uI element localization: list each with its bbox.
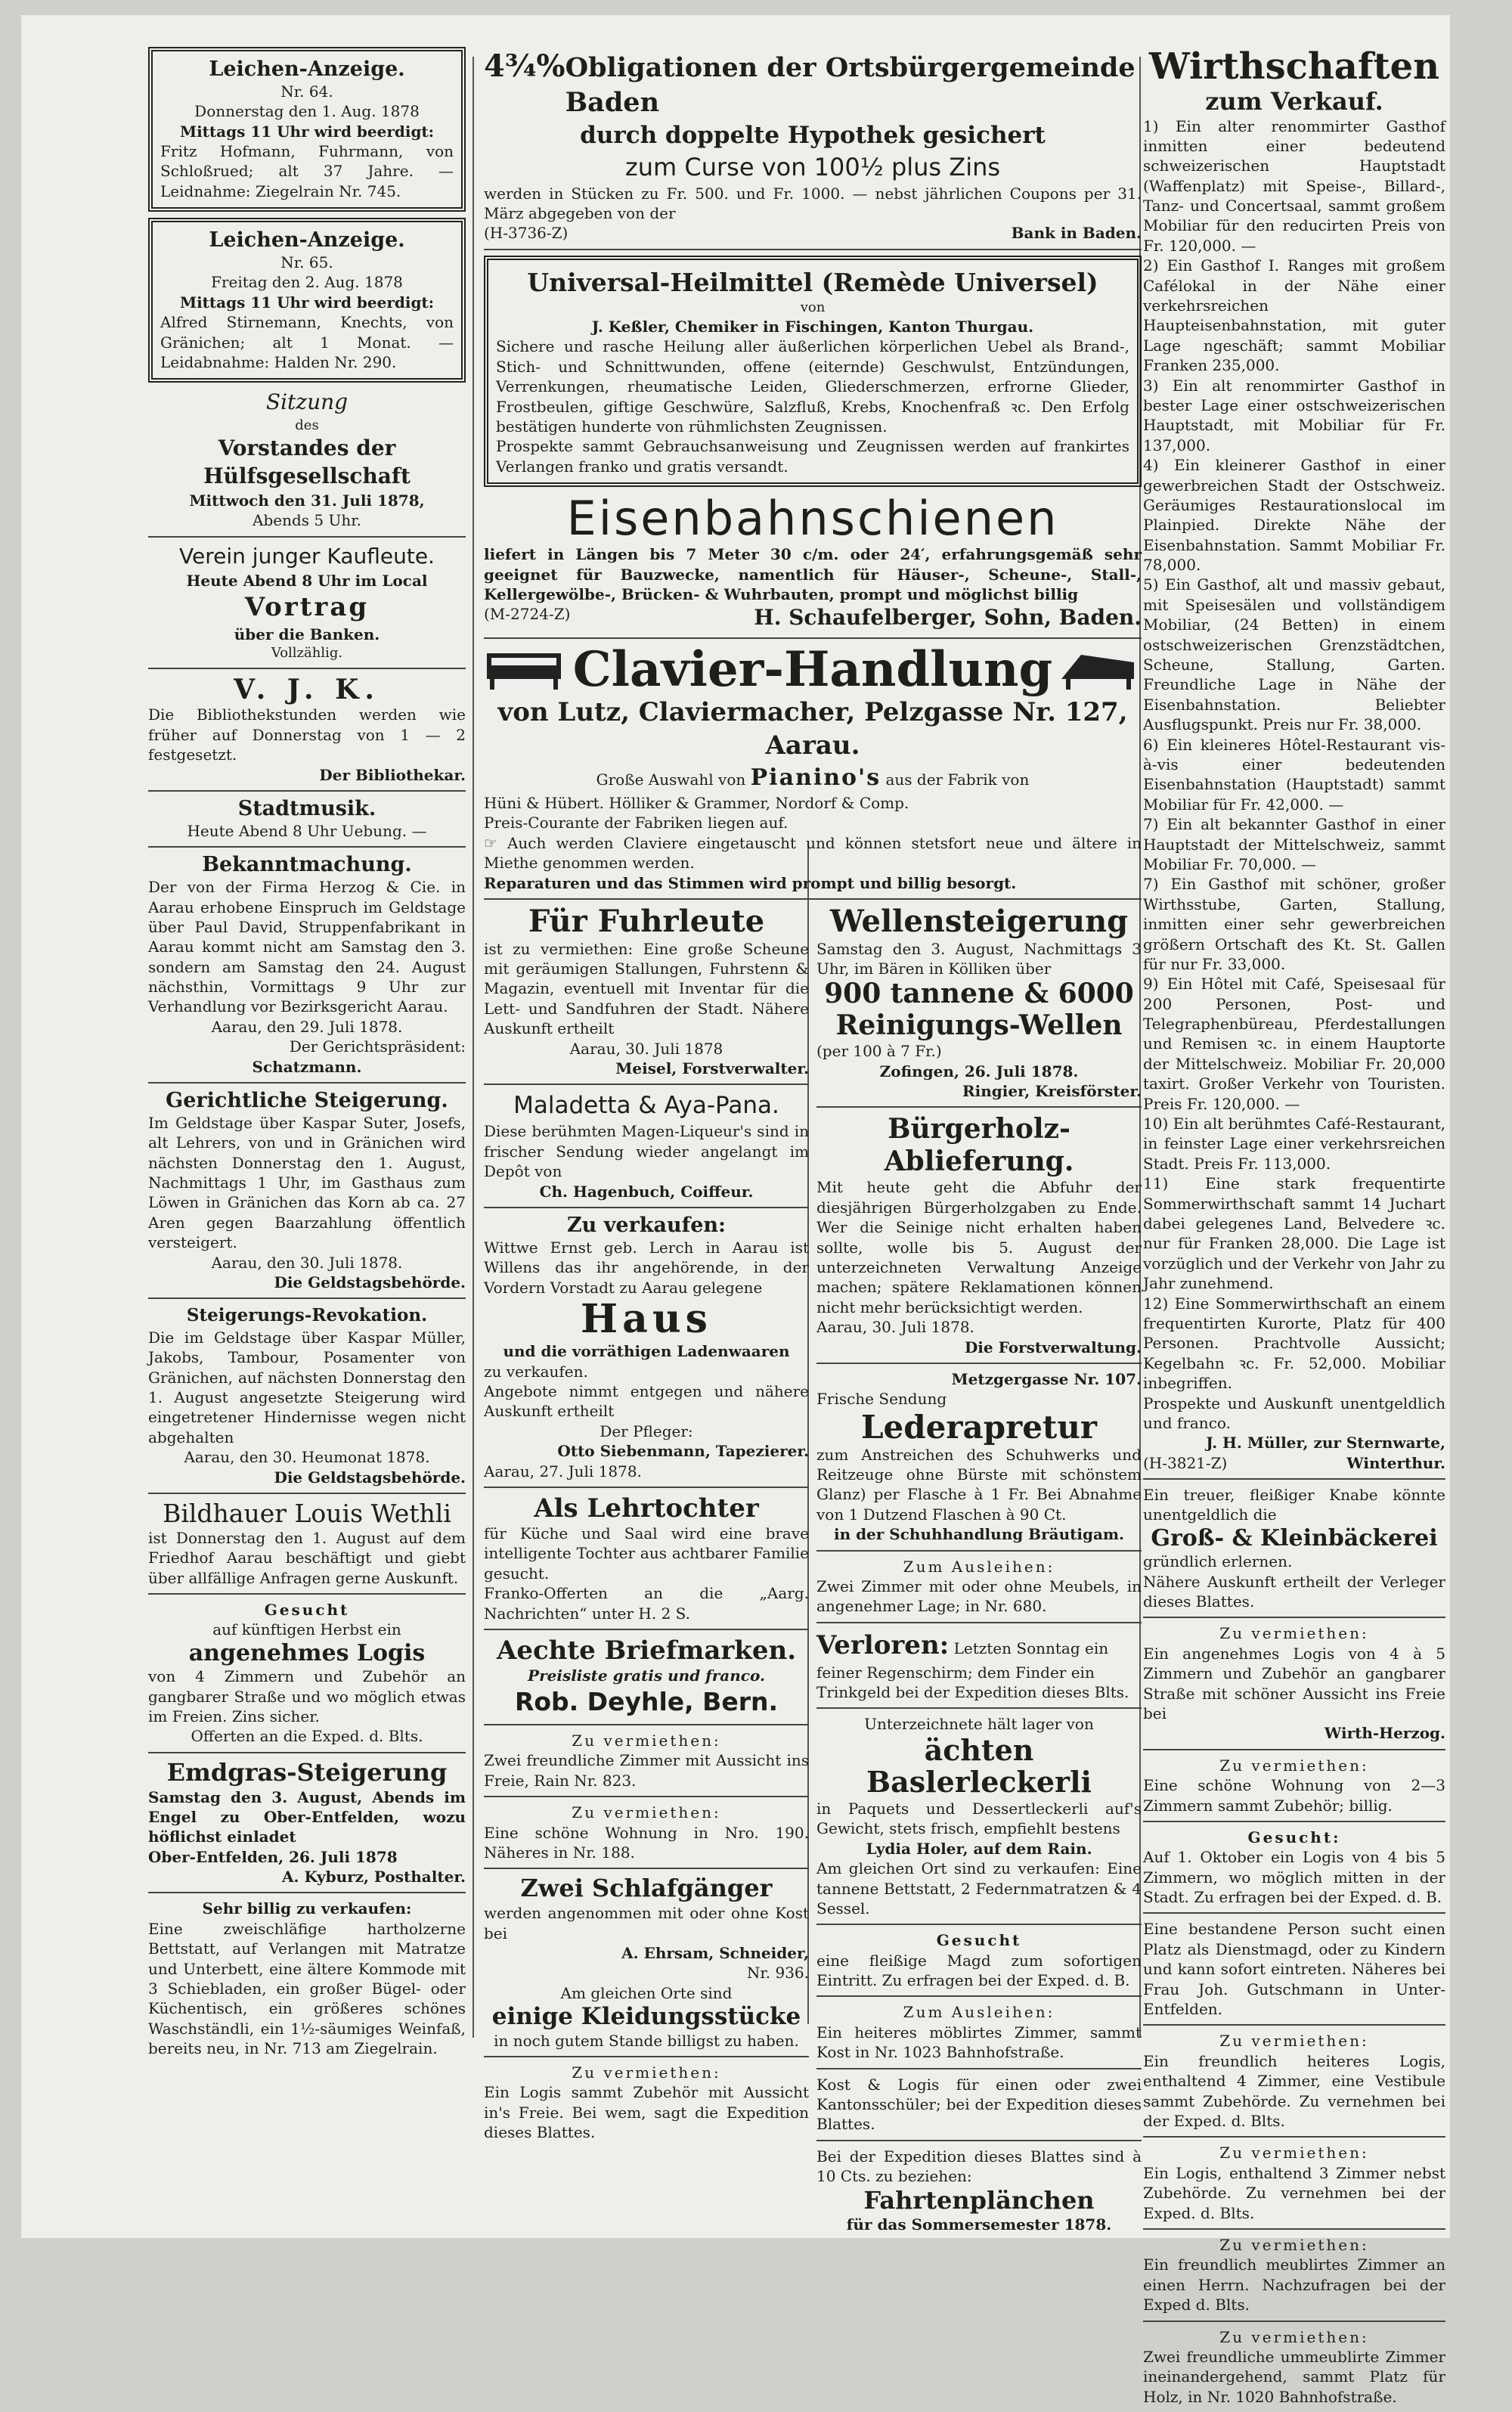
remedy-ad <box>484 256 1142 487</box>
bakery-text: gründlich erlernen. <box>1143 1552 1293 1571</box>
inn-sale-title: Wirthschaften <box>1148 45 1440 88</box>
maid-seeking-text: Eine bestandene Person sucht einen Platz als Dienstmagd, oder zu Kindern und kann sofort eintreten. Näheres bei Frau Joh. Gutschmann in Unter-Entfelden. <box>1143 1920 1445 2019</box>
obituary-title: Leichen-Anzeige. <box>209 57 405 81</box>
rent-text: Zwei freundliche Zimmer mit Aussicht ins Freie, Rain Nr. 823. <box>484 1751 809 1790</box>
rent-signature: Wirth-Herzog. <box>1324 1724 1445 1743</box>
obituary-time: Mittags 11 Uhr wird beerdigt: <box>179 122 435 141</box>
announcement-title: Bekanntmachung. <box>202 853 412 877</box>
club-text: Vollzählig. <box>271 645 343 662</box>
apprentice-text: Franko-Offerten an die „Aarg. Nachrichten“ unter H. 2 S. <box>484 1584 809 1623</box>
house-sale-heading: Haus <box>581 1295 712 1342</box>
rent-text: Ein Logis sammt Zubehör mit Aussicht in's Freie. Bei wem, sagt die Expedition dieses Blattes. <box>484 2083 809 2142</box>
divider <box>1143 2321 1445 2322</box>
remedy-maker: J. Keßler, Chemiker in Fischingen, Kanton Thurgau. <box>591 317 1034 336</box>
rail-title: Eisenbahnschienen <box>566 491 1059 547</box>
house-sale-title: Zu verkaufen: <box>566 1213 727 1237</box>
obituary-notice <box>148 218 466 383</box>
maid-wanted-text: eine fleißige Magd zum sofortigen Eintritt. Zu erfragen bei der Exped. d. B. <box>816 1951 1142 1990</box>
biscuit-text: in Paquets und Dessertleckerli auf's Gewicht, stets frisch, empfiehlt bestens <box>816 1799 1142 1838</box>
rent-title: Zu vermiethen: <box>1219 1756 1369 1775</box>
maid-wanted-notice <box>816 1930 1142 1990</box>
sculptor-text: ist Donnerstag den 1. August auf dem Friedhof Aarau beschäftigt und giebt über allfällige Anfragen gerne Auskunft. <box>148 1528 466 1587</box>
obituary-text: Fritz Hofmann, Fuhrmann, von Schloßrued; alt 37 Jahre. — Leidnahme: Ziegelrain Nr. 745. <box>160 142 454 200</box>
inn-sale-item: 11) Eine stark frequentirte Sommerwirthschaft sammt 14 Juchart dabei gelegenes Land, Belvedere ꝛc. nur für Franken 28,000. Die Lage ist vorzüglich und der Verkehr von Jahr zu Jahr zunehmend. <box>1143 1174 1445 1293</box>
rent-notice <box>1143 2327 1445 2407</box>
stamps-ad <box>484 1635 809 1719</box>
court-announcement <box>148 853 466 1077</box>
divider <box>148 790 466 792</box>
sale-title: Sehr billig zu verkaufen: <box>202 1899 412 1918</box>
biscuit-signature: Lydia Holer, auf dem Rain. <box>866 1839 1092 1858</box>
rent-notice <box>1143 1756 1445 1815</box>
liqueur-title: Maladetta & Aya-Pana. <box>513 1092 779 1120</box>
firewood-text: Mit heute geht die Abfuhr der diesjährigen Bürgerholzgaben zu Ende. Wer die Seinige nicht erhalten haben sollte, wolle bis 5. August der unterzeichneten Verwaltung Anzeige machen; spätere Reklamationen können nicht mehr berücksichtigt werden. <box>816 1178 1142 1316</box>
club-lecture: Vortrag <box>244 592 370 623</box>
bakery-text: Ein treuer, fleißiger Knabe könnte unentgeldlich die <box>1143 1486 1445 1524</box>
rent-title: Zu vermiethen: <box>1219 1624 1369 1643</box>
wanted-heading: angenehmes Logis <box>188 1639 426 1666</box>
obituary-notice <box>148 47 466 212</box>
divider <box>816 1924 1142 1925</box>
bond-title: Obligationen der Ortsbürgergemeinde Baden <box>565 52 1136 119</box>
remedy-title: Universal-Heilmittel (Remède Universel) <box>527 267 1098 297</box>
firewood-title: Bürgerholz-Ablieferung. <box>884 1113 1074 1177</box>
bundle-auction-text: (per 100 à 7 Fr.) <box>816 1042 942 1061</box>
divider <box>148 1892 466 1893</box>
lodger-heading: einige Kleidungsstücke <box>491 2003 801 2031</box>
timetable-ad <box>816 2147 1142 2235</box>
club-text: über die Banken. <box>234 625 380 644</box>
house-sale-text: Wittwe Ernst geb. Lerch in Aarau ist Willens das ihr angehörende, in der Vordern Vorstadt zu Aarau gelegene <box>484 1238 809 1297</box>
leather-text: Frische Sendung <box>816 1390 947 1409</box>
lodger-text: in noch gutem Stande billigst zu haben. <box>494 2031 799 2050</box>
rent-notice <box>484 2063 809 2143</box>
leather-ad <box>816 1369 1142 1545</box>
library-signature: Der Bibliothekar. <box>319 765 466 784</box>
divider <box>816 1106 1142 1108</box>
house-sale-signature: Der Pfleger: <box>600 1421 693 1440</box>
auction-notice <box>148 1089 466 1292</box>
revocation-text: Die im Geldstage über Kaspar Müller, Jakobs, Tambour, Posamenter von Gränichen, auf nächsten Donnerstag den 1. August angesetzte Steigerung wird eingetretener Hindernisse wegen nicht abgehalten <box>148 1328 466 1446</box>
divider <box>148 1752 466 1753</box>
meeting-time: Abends 5 Uhr. <box>253 511 361 530</box>
rent-text: Ein Logis, enthaltend 3 Zimmer nebst Zubehörde. Zu vernehmen bei der Exped. d. Blts. <box>1143 2163 1445 2222</box>
club-title: Verein junger Kaufleute. <box>179 543 435 569</box>
auction-signature: Die Geldstagsbehörde. <box>274 1273 466 1292</box>
lost-notice <box>816 1629 1142 1703</box>
obituary-date: Freitag den 2. Aug. 1878 <box>211 273 403 292</box>
inn-sale-item: 5) Ein Gasthof, alt und massiv gebaut, mit Speisesälen und vollständigem Mobiliar, (24 Betten) in einem ostschweizerischen Grenzstädtchen, Scheune, Stallung, Garten. Freundliche Lage in Nähe der Eisenbahnstation. Beliebter Ausflugspunkt. Preis nur Fr. 38,000. <box>1143 575 1445 734</box>
sale-notice <box>148 1899 466 2058</box>
biscuit-text: Am gleichen Ort sind zu verkaufen: Eine tannene Bettstatt, 2 Federnmatratzen & 4 Sessel. <box>816 1859 1142 1918</box>
maid-wanted-title: Gesucht <box>936 1931 1022 1950</box>
barn-title: Für Fuhrleute <box>528 903 765 939</box>
announcement-signature: Der Gerichtspräsident: <box>289 1037 466 1056</box>
remedy-text: Prospekte sammt Gebrauchsanweisung und Zeugnissen werden auf frankirtes Verlangen franko und gratis versandt. <box>496 437 1129 476</box>
rent-notice <box>484 1731 809 1790</box>
divider <box>1143 2136 1445 2138</box>
rent-text: Eine schöne Wohnung von 2—3 Zimmern sammt Zubehör; billig. <box>1143 1776 1445 1815</box>
piano-icon <box>1058 649 1142 691</box>
bundle-auction-text: Samstag den 3. August, Nachmittags 3 Uhr, im Bären in Kölliken über <box>816 939 1142 978</box>
divider <box>1143 2228 1445 2230</box>
lodger-title: Zwei Schlafgänger <box>520 1874 773 1903</box>
music-text: Heute Abend 8 Uhr Uebung. — <box>187 821 427 840</box>
inn-sale-item: 1) Ein alter renommirter Gasthof inmitten einer bedeutend schweizerischen Hauptstadt (Waffenplatz) mit Speise-, Billard-, Tanz- und Concertsaal, sammt großem Mobiliar für den reducirten Preis von Fr. 120,000. — <box>1143 116 1445 255</box>
wanted-title: Gesucht: <box>1247 1828 1341 1846</box>
divider <box>148 536 466 538</box>
divider <box>1143 2024 1445 2026</box>
bakery-title: Groß- & Kleinbäckerei <box>1151 1524 1438 1552</box>
timetable-text: für das Sommersemester 1878. <box>846 2215 1112 2234</box>
divider <box>484 1207 809 1208</box>
bakery-text: Nähere Auskunft ertheilt der Verleger dieses Blattes. <box>1143 1572 1445 1611</box>
divider <box>148 1493 466 1494</box>
rent-text: Eine schöne Wohnung in Nro. 190. Näheres in Nr. 188. <box>484 1823 809 1862</box>
bakery-apprentice-ad <box>1143 1485 1445 1611</box>
lease-title: Zum Ausleihen: <box>903 1557 1055 1576</box>
piano-brands: Hüni & Hübert. Hölliker & Grammer, Nordorf & Comp. <box>484 793 909 812</box>
divider <box>816 2068 1142 2069</box>
column-middle <box>484 47 1142 2240</box>
stamps-title: Aechte Briefmarken. <box>496 1635 797 1666</box>
inn-sale-item: 12) Eine Sommerwirthschaft an einem frequentirten Kurorte, Platz für 400 Personen. Prachtvolle Aussicht; Kegelbahn ꝛc. Fr. 52,000. Mobiliar inbegriffen. <box>1143 1294 1445 1393</box>
lodger-ad <box>484 1874 809 2051</box>
house-sale-ad <box>484 1214 809 1481</box>
rent-notice <box>484 1803 809 1862</box>
firewood-place: Aarau, 30. Juli 1878. <box>816 1318 974 1337</box>
piano-text: aus der Fabrik von <box>885 770 1030 789</box>
inn-sale-item: 6) Ein kleineres Hôtel-Restaurant vis-à-vis einer bedeutenden Eisenbahnstation (Hauptstadt) sammt Mobiliar für Fr. 42,000. — <box>1143 735 1445 814</box>
house-sale-signature: Otto Siebenmann, Tapezierer. <box>557 1442 809 1461</box>
divider <box>1143 1912 1445 1914</box>
column-rule <box>472 57 474 2038</box>
rail-ad <box>484 493 1142 632</box>
obituary-text: Alfred Stirnemann, Knechts, von Gränichen; alt 1 Monat. — Leidabnahme: Halden Nr. 290. <box>160 313 454 372</box>
column-right <box>1143 47 1445 2412</box>
rent-notice <box>1143 1623 1445 1743</box>
piano-text: Preis-Courante der Fabriken liegen auf. <box>484 814 789 832</box>
divider <box>148 1297 466 1299</box>
biscuit-title: ächten Baslerleckerli <box>866 1732 1092 1800</box>
board-text: Kost & Logis für einen oder zwei Kantonsschüler; bei der Expedition dieses Blattes. <box>816 2075 1142 2134</box>
announcement-signature: Schatzmann. <box>252 1057 362 1076</box>
hay-auction-text: Samstag den 3. August, Abends im Engel zu Ober-Entfelden, wozu höflichst einladet <box>148 1787 466 1846</box>
meeting-notice <box>148 389 466 530</box>
biscuit-ad <box>816 1714 1142 1918</box>
divider <box>148 668 466 669</box>
obituary-time: Mittags 11 Uhr wird beerdigt: <box>179 293 435 312</box>
meeting-text: Vorstandes der Hülfsgesellschaft <box>203 436 411 489</box>
meeting-date: Mittwoch den 31. Juli 1878, <box>189 491 425 510</box>
divider <box>1143 1478 1445 1480</box>
divider <box>816 1622 1142 1623</box>
piano-title: Clavier-Handlung <box>572 641 1053 699</box>
inn-sale-item: 7) Ein alt bekannter Gasthof in einer Hauptstadt der Mittelschweiz, sammt Mobiliar Fr. 70,000. — <box>1143 815 1445 873</box>
piano-text: ☞ Auch werden Claviere eingetauscht und können stetsfort neue und ältere in Miethe genommen werden. <box>484 833 1142 873</box>
club-text: Heute Abend 8 Uhr im Local <box>186 571 428 590</box>
stamps-text: Preisliste gratis und franco. <box>528 1666 765 1685</box>
inn-sale-text: Prospekte und Auskunft unentgeldlich und franco. <box>1143 1394 1445 1432</box>
sale-text: Eine zweischläfige hartholzerne Bettstatt, auf Verlangen mit Matratze und Unterbett, eine ältere Kommode mit 3 Schiebladen, ein großer Bügel- oder Küchentisch, ein größeres schönes Waschständli, ein 1½-säumiges Weinfaß, bereits neu, in Nr. 713 am Ziegelrain. <box>148 1919 466 2058</box>
rent-title: Zu vermiethen: <box>1219 2235 1369 2254</box>
barn-ad <box>484 905 809 1079</box>
divider <box>148 846 466 848</box>
rent-title: Zu vermiethen: <box>572 1803 721 1822</box>
hay-auction-notice <box>148 1759 466 1887</box>
inn-sale-item: 4) Ein kleinerer Gasthof in einer gewerbreichen Stadt der Ostschweiz. Geräumiges Restaurationslocal im Plainpied. Direkte Nähe der Eisenbahnstation. Sammt Mobiliar Fr. 78,000. <box>1143 456 1445 575</box>
lease-text: Zwei Zimmer mit oder ohne Meubels, in angenehmer Lage; in Nr. 680. <box>816 1577 1142 1616</box>
music-title: Stadtmusik. <box>237 797 376 821</box>
divider <box>484 2056 809 2057</box>
piano-ad <box>484 641 1142 892</box>
piano-icon <box>484 649 567 691</box>
bundle-auction-heading: 900 tannene & 6000 <box>824 978 1134 1010</box>
lodger-signature: Nr. 936. <box>746 1964 809 1983</box>
auction-place: Aarau, den 30. Juli 1878. <box>211 1253 403 1272</box>
bond-text: werden in Stücken zu Fr. 500. und Fr. 1000. — nebst jährlichen Coupons per 31. März abgegeben von der <box>484 184 1142 222</box>
wanted-text: Auf 1. Oktober ein Logis von 4 bis 5 Zimmern, wo möglich mitten in der Stadt. Zu erfragen bei der Exped. d. B. <box>1143 1848 1445 1907</box>
timetable-title: Fahrtenplänchen <box>863 2185 1095 2215</box>
library-notice <box>148 674 466 785</box>
bond-rate: 4¾% <box>484 48 565 84</box>
wanted-text: auf künftigen Herbst ein <box>212 1620 401 1639</box>
leather-title: Lederapretur <box>861 1408 1097 1446</box>
bond-price: zum Curse von 100½ plus Zins <box>624 153 1001 182</box>
inn-sale-signature: J. H. Müller, zur Sternwarte, <box>1206 1434 1445 1452</box>
announcement-place: Aarau, den 29. Juli 1878. <box>211 1017 403 1036</box>
rent-text: Ein freundlich heiteres Logis, enthaltend 4 Zimmer, eine Vestibule sammt Zubehörde. Zu vernehmen bei der Exped. d. Blts. <box>1143 2051 1445 2130</box>
stamps-seller: Rob. Deyhle, Bern. <box>514 1687 779 1717</box>
divider <box>816 1363 1142 1364</box>
hay-auction-place: Ober-Entfelden, 26. Juli 1878 <box>148 1847 398 1866</box>
bond-reference: (H-3736-Z) <box>484 224 569 243</box>
leather-address: Metzgergasse Nr. 107. <box>951 1369 1142 1388</box>
firewood-signature: Die Forstverwaltung. <box>964 1338 1142 1356</box>
bond-signature: Bank in Baden. <box>1011 224 1142 243</box>
lease-title: Zum Ausleihen: <box>903 2003 1055 2022</box>
firewood-notice <box>816 1113 1142 1356</box>
inn-sale-subtitle: zum Verkauf. <box>1205 86 1383 116</box>
rent-title: Zu vermiethen: <box>1219 2032 1369 2051</box>
divider <box>484 1629 809 1630</box>
rent-notice <box>1143 2235 1445 2315</box>
obituary-number: Nr. 64. <box>280 82 333 101</box>
piano-repairs: Reparaturen und das Stimmen wird prompt und billig besorgt. <box>484 873 1017 892</box>
lost-text: Letzten Sonntag ein feiner Regenschirm; dem Finder ein Trinkgeld bei der Expedition dieses Blts. <box>816 1638 1129 1702</box>
bond-notice <box>484 47 1142 243</box>
divider <box>484 1868 809 1869</box>
rent-text: Zwei freundliche ummeublirte Zimmer ineinandergehend, sammt Platz für Holz, in Nr. 1020 Bahnhofstraße. <box>1143 2347 1445 2406</box>
house-sale-text: Angebote nimmt entgegen und nähere Auskunft ertheilt <box>484 1381 809 1421</box>
column-middle-left <box>484 905 809 2240</box>
rent-text: Ein freundlich meublirtes Zimmer an einen Herrn. Nachzufragen bei der Exped d. Blts. <box>1143 2255 1445 2314</box>
rail-reference: (M-2724-Z) <box>484 605 571 624</box>
divider <box>148 1082 466 1084</box>
inn-sale-item: 3) Ein alt renommirter Gasthof in bester Lage einer ostschweizerischen Hauptstadt, mit Mobiliar für Fr. 137,000. <box>1143 376 1445 454</box>
rail-text: liefert in Längen bis 7 Meter 30 c/m. oder 24′, erfahrungsgemäß sehr geeignet für Bauzwecke, namentlich für Häuser-, Scheune-, Stall-, Kellergewölbe-, Brücken- & Wuhrbauten, prompt und möglichst billig <box>484 545 1142 604</box>
lost-title: Verloren: <box>816 1629 950 1660</box>
inn-sale-item: 10) Ein alt berühmtes Café-Restaurant, in feinster Lage einer verkehrsreichen Stadt. Preis Fr. 113,000. <box>1143 1115 1445 1173</box>
bundle-auction-ad <box>816 905 1142 1102</box>
remedy-text: von <box>800 299 826 316</box>
rent-text: Ein angenehmes Logis von 4 à 5 Zimmern und Zubehör an gangbarer Straße mit schöner Aussicht ins Freie bei <box>1143 1644 1445 1722</box>
bundle-auction-signature: Ringier, Kreisförster. <box>962 1082 1142 1101</box>
announcement-text: Der von der Firma Herzog & Cie. in Aarau erhobene Einspruch im Geldstage über Paul David, Struppenfabrikant in Aarau kommt nicht am Samstag den 3. sondern am Samstag den 24. August nächsthin, Vormittags 9 Uhr zur Verhandlung vor Bezirksgericht Aarau. <box>148 878 466 1016</box>
wanted-text: von 4 Zimmern und Zubehör an gangbarer Straße und wo möglich etwas im Freien. Zins sicher. <box>148 1667 466 1725</box>
inn-sale-reference: (H-3821-Z) <box>1143 1453 1228 1472</box>
inn-sale-item: 2) Ein Gasthof I. Ranges mit großem Cafélokal in der Nähe einer verkehrsreichen Haupteisenbahnstation, mit guter Lage ngeschäft; sammt Mobiliar Franken 235,000. <box>1143 256 1445 375</box>
lease-notice <box>816 1557 1142 1617</box>
bundle-auction-title: Wellensteigerung <box>829 903 1129 939</box>
liqueur-ad <box>484 1090 809 1201</box>
bundle-auction-place: Zofingen, 26. Juli 1878. <box>879 1062 1079 1080</box>
lodger-text: Am gleichen Orte sind <box>560 1983 733 2002</box>
divider <box>484 1724 809 1725</box>
divider <box>484 1084 809 1085</box>
column-middle-right <box>816 905 1142 2240</box>
liqueur-text: Diese berühmten Magen-Liqueur's sind in frischer Sendung wieder angelangt im Depôt von <box>484 1122 809 1181</box>
club-notice <box>148 543 466 662</box>
maid-seeking-notice <box>1143 1919 1445 2019</box>
rent-title: Zu vermiethen: <box>572 2063 721 2082</box>
divider <box>148 1593 466 1595</box>
timetable-text: Bei der Expedition dieses Blattes sind à 10 Cts. zu beziehen: <box>816 2147 1142 2186</box>
divider <box>484 1796 809 1797</box>
sculptor-notice <box>148 1499 466 1588</box>
rent-title: Zu vermiethen: <box>1219 2144 1369 2162</box>
sculptor-title: Bildhauer Louis Wethli <box>163 1498 451 1528</box>
lodger-text: werden angenommen mit oder ohne Kost bei <box>484 1904 809 1942</box>
remedy-text: Sichere und rasche Heilung aller äußerlichen körperlichen Uebel als Brand-, Stich- und Schnittwunden, offene (eiternde) Geschwulst, Entzündungen, Verrenkungen, rheumatische Leiden, Gliederschmerzen, erfrorne Glieder, Frostbeulen, giftige Geschwüre, Salzfluß, Krebs, Knochenfraß ꝛc. Den Erfolg bestätigen hunderte von rühmlichsten Zeugnissen. <box>496 337 1129 436</box>
revocation-title: Steigerungs-Revokation. <box>186 1305 428 1326</box>
hay-auction-title: Emdgras-Steigerung <box>166 1757 448 1787</box>
leather-text: zum Anstreichen des Schuhwerks und Reitzeuge ohne Bürste mit schönstem Glanz) per Flasche à 1 Fr. Bei Abnahme von 1 Dutzend Flaschen à 90 Ct. <box>816 1445 1142 1524</box>
divider <box>484 249 1142 250</box>
auction-title: Gerichtliche Steigerung. <box>166 1089 448 1113</box>
bundle-auction-heading: Reinigungs-Wellen <box>835 1009 1123 1041</box>
divider <box>484 898 1142 900</box>
barn-text: ist zu vermiethen: Eine große Scheune mit geräumigen Stallungen, Fuhrstenn & Magazin, eventuell mit Inventar für die Lett- und Sandfuhren der Stadt. Nähere Auskunft ertheilt <box>484 939 809 1038</box>
divider <box>1143 1617 1445 1618</box>
divider <box>484 1487 809 1488</box>
meeting-title: Sitzung <box>265 389 349 415</box>
library-text: Die Bibliothekstunden werden wie früher auf Donnerstag von 1 — 2 festgesetzt. <box>148 705 466 764</box>
leather-signature: in der Schuhhandlung Bräutigam. <box>833 1525 1125 1544</box>
revocation-notice <box>148 1304 466 1487</box>
house-sale-text: und die vorräthigen Ladenwaaren <box>503 1342 790 1361</box>
wanted-title: Gesucht <box>264 1601 350 1620</box>
auction-text: Im Geldstage über Kaspar Suter, Josefs, alt Lehrers, von und in Gränichen wird nächsten Donnerstag den 1. August, Nachmittags 1 Uhr, im Gasthaus zum Löwen in Gränichen das Korn ab ca. 27 Aren gegen Baarzahlung öffentlich versteigert. <box>148 1113 466 1252</box>
column-left <box>148 47 466 2064</box>
lease-text: Ein heiteres möblirtes Zimmer, sammt Kost in Nr. 1023 Bahnhofstraße. <box>816 2023 1142 2062</box>
library-title: V. J. K. <box>234 674 380 706</box>
music-notice <box>148 797 466 841</box>
barn-place: Aarau, 30. Juli 1878 <box>569 1039 723 1058</box>
inn-sale-item: 7) Ein Gasthof mit schöner, großer Wirthsstube, Garten, Stallung, inmitten einer sehr gewerbreichen größern Ortschaft des Kt. St. Gallen für nur Fr. 33,000. <box>1143 875 1445 973</box>
divider <box>816 1995 1142 1997</box>
divider <box>816 2140 1142 2141</box>
biscuit-text: Unterzeichnete hält lager von <box>864 1715 1094 1734</box>
divider <box>816 1550 1142 1552</box>
rail-signature: H. Schaufelberger, Sohn, Baden. <box>754 605 1142 631</box>
inn-sale-ad <box>1143 47 1445 1473</box>
obituary-title: Leichen-Anzeige. <box>209 228 405 253</box>
wanted-notice <box>1143 1828 1445 1908</box>
rent-title: Zu vermiethen: <box>1219 2327 1369 2346</box>
divider <box>1143 1749 1445 1750</box>
barn-signature: Meisel, Forstverwalter. <box>615 1059 809 1078</box>
house-sale-place: Aarau, 27. Juli 1878. <box>484 1462 642 1480</box>
liqueur-signature: Ch. Hagenbuch, Coiffeur. <box>539 1182 754 1201</box>
wanted-notice <box>148 1600 466 1747</box>
apprentice-ad <box>484 1493 809 1623</box>
rent-title: Zu vermiethen: <box>572 1731 721 1750</box>
apprentice-text: für Küche und Saal wird eine brave intelligente Tochter aus achtbarer Familie gesucht. <box>484 1524 809 1583</box>
obituary-number: Nr. 65. <box>280 253 333 272</box>
divider <box>816 1707 1142 1709</box>
bond-subtitle: durch doppelte Hypothek gesichert <box>580 122 1046 150</box>
house-sale-text: zu verkaufen. <box>484 1362 588 1381</box>
rent-notice <box>1143 2031 1445 2131</box>
board-notice <box>816 2075 1142 2135</box>
lodger-signature: A. Ehrsam, Schneider, <box>621 1943 809 1962</box>
piano-product: Pianino's <box>750 764 881 792</box>
inn-sale-city: Winterthur. <box>1346 1453 1445 1472</box>
piano-maker: von Lutz, Claviermacher, Pelzgasse Nr. 127, Aarau. <box>497 696 1128 761</box>
revocation-place: Aarau, den 30. Heumonat 1878. <box>184 1448 430 1467</box>
lease-notice <box>816 2002 1142 2062</box>
hay-auction-signature: A. Kyburz, Posthalter. <box>282 1868 466 1887</box>
inn-sale-item: 9) Ein Hôtel mit Café, Speisesaal für 200 Personen, Post- und Telegraphenbüreau, Pferdestallungen und Remisen ꝛc. in einem Hauptorte der Mittelschweiz. Mobiliar Fr. 20,000 taxirt. Großer Verkehr von Touristen. Preis Fr. 120,000. — <box>1143 975 1445 1113</box>
rent-notice <box>1143 2143 1445 2223</box>
piano-text: Große Auswahl von <box>596 770 746 789</box>
wanted-contact: Offerten an die Exped. d. Blts. <box>191 1727 423 1746</box>
apprentice-title: Als Lehrtochter <box>534 1493 759 1524</box>
revocation-signature: Die Geldstagsbehörde. <box>274 1468 466 1487</box>
meeting-text: des <box>295 417 319 434</box>
obituary-date: Donnerstag den 1. Aug. 1878 <box>194 102 420 121</box>
divider <box>1143 1821 1445 1822</box>
divider <box>484 637 1142 639</box>
